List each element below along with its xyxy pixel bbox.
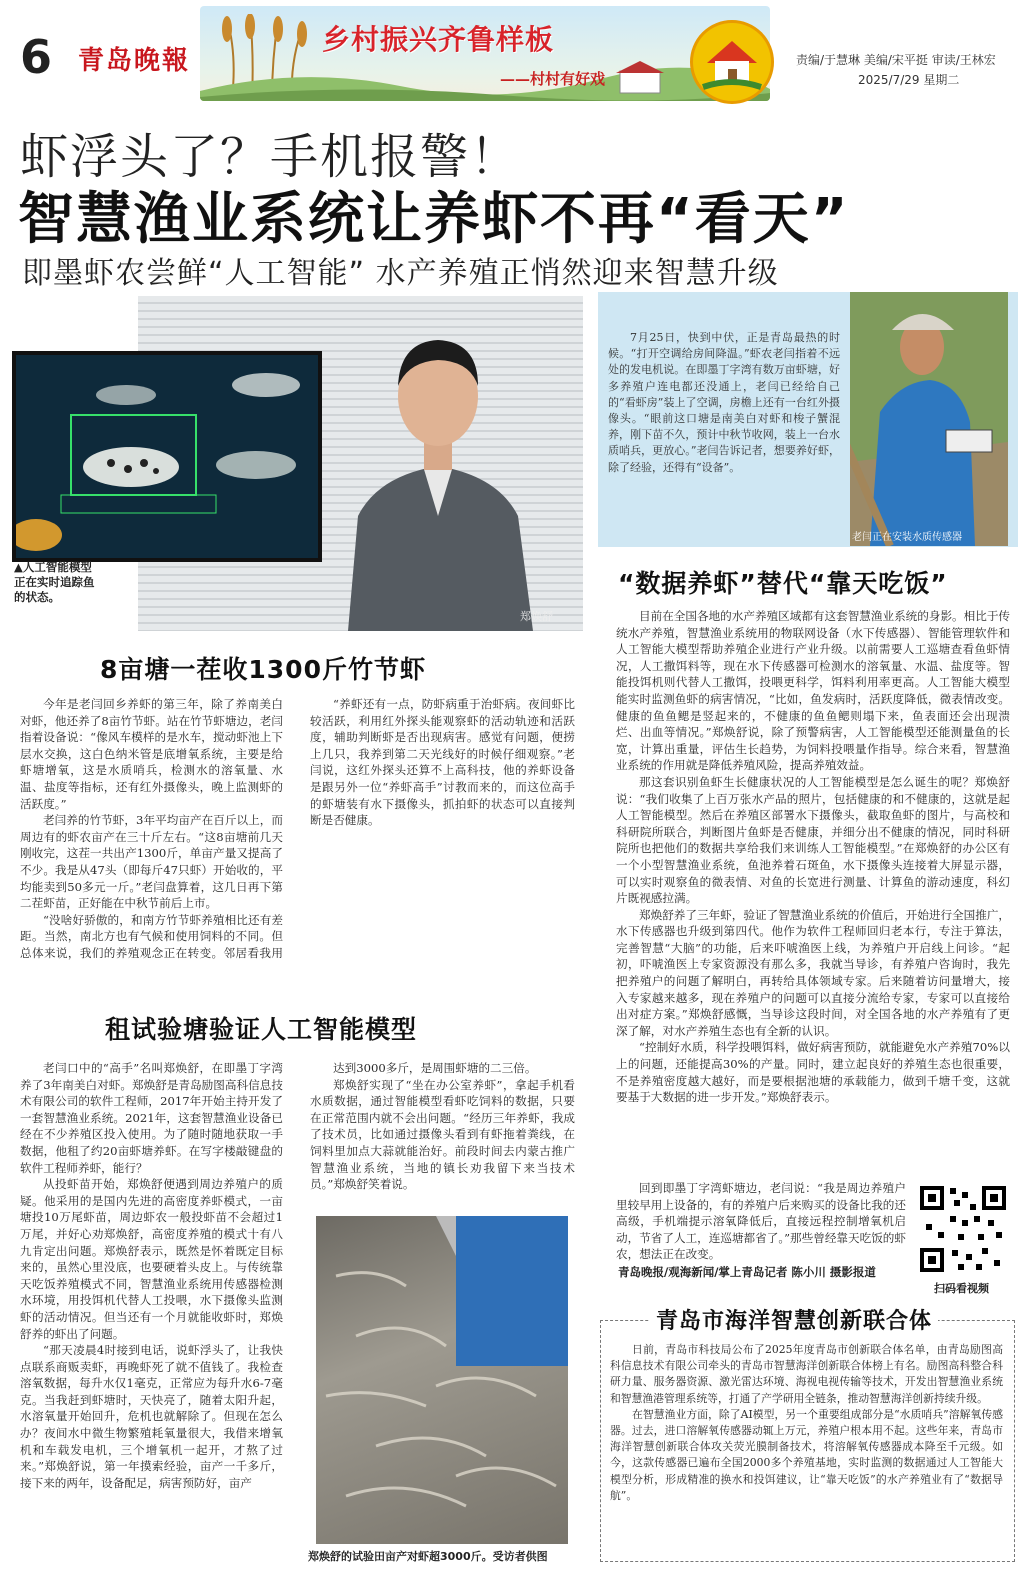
- masthead: [0, 0, 1024, 108]
- editor-credits: [796, 50, 996, 90]
- fish-tracking-screen: [12, 351, 322, 562]
- section1-para4: “养虾还有一点，防虾病重于治虾病。夜间虾比较活跃，利用红外探头能观察虾的活动轨迹和活跃度，辅助判断虾是否出现病害。感觉有问题，便捞上几只，我养到第二天光线好的时候仔细观察。”老闫说，这红外探头还算不上高科技，他的养虾设备是跟另外一位“养虾高手”讨教而来的，而这位高手的虾塘装有水下摄像头，抓拍虾的状态可以直接判断是否健康。: [310, 697, 575, 828]
- headline-subtitle: 即墨虾农尝鲜“人工智能” 水产养殖正悄然迎来智慧升级: [22, 256, 779, 291]
- section1-para1: 今年是老闫回乡养虾的第三年，除了养南美白对虾，他还养了8亩竹节虾。站在竹节虾塘边，老闫指着设备说：“像风车模样的是水车，搅动虾池上下层水交换，这白色纳米管是底增氧系统，主要是给虾塘增氧，这是水质哨兵，检测水的溶氧量、水温、盐度等指标，还有红外摄像头，晚上监测虾的活跃度。”: [20, 697, 283, 811]
- farmer-photo: [850, 292, 1008, 546]
- engineer-portrait: [338, 316, 538, 631]
- shrimp-photo: [316, 1216, 568, 1544]
- section3-para2: 那这套识别鱼虾生长健康状况的人工智能模型是怎么诞生的呢？郑焕舒说：“我们收集了上百万张水产品的照片，包括健康的和不健康的，这就是起人工智能模型。然后在养殖区部署水下摄像头，截取鱼虾的图片，与高校和科研院所联合，判断图片鱼虾是否健康，并细分出不健康的情况，同时科研院所也把他们的数据共享给我们来训练人工智能模型。”在郑焕舒的办公区有一个小型智慧渔业系统，鱼池养着石斑鱼，水下摄像头连接着大屏显示器，可以实时观察鱼的微表情、对鱼的长宽进行测量、计算鱼的游动速度，科幻片既视感拉满。: [616, 774, 1010, 906]
- qr-code[interactable]: [918, 1184, 1008, 1274]
- headline-main: 智慧渔业系统让养虾不再“看天”: [18, 187, 850, 252]
- photo-credit: 郑焕舒: [520, 610, 553, 623]
- sidebar-para2: 在智慧渔业方面，除了AI模型，另一个重要组成部分是“水质哨兵”溶解氧传感器。过去，进口溶解氧传感器动辄上万元，养殖户根本用不起。这些年来，青岛市海洋智慧创新联合体攻关荧光膜制备技术，将溶解氧传感器成本降至千元级。如今，这款传感器已遍布全国2000多个养殖基地，实时监测的数据通过人工智能大模型分析，形成精准的换水和投饵建议，让“靠天吃饭”的水产养殖业有了“数据导航”。: [610, 1407, 1003, 1502]
- section3-para5: 回到即墨丁字湾虾塘边，老闫说：“我是周边养殖户里较早用上设备的，有的养殖户后来购买的设备比我的还高级，手机端提示溶氧降低后，直接远程控制增氧机启动，节省了人工，连巡塘都省了。”那些曾经靠天吃饭的虾农，想法正在改变。: [616, 1181, 906, 1262]
- section1-para3: “没啥好骄傲的，和南方竹节虾养殖相比还有差距。当然，南北方也有气候和使用饲料的不同。但总体来说，我们的养殖观念正在转变。邻居看我用: [20, 912, 283, 960]
- section1-col1: [20, 696, 283, 962]
- intro-paragraph: 7月25日，快到中伏，正是青岛最热的时候。“打开空调给房间降温。”虾农老闫指着不远处的发电机说。在即墨丁字湾有数万亩虾塘，好多养殖户连电都还没通上，老闫已经给自己的“看虾房”装上了空调，房檐上还有一台红外摄像头。“眼前这口塘是南美白对虾和梭子蟹混养，刚下苗不久，预计中秋节收网，装上一台水质哨兵，更放心。”老闫告诉记者，想要养好虾，除了经验，还得有“设备”。: [608, 331, 840, 474]
- section1-title: 8亩塘一茬收1300斤竹节虾: [100, 655, 426, 684]
- section3-para3: 郑焕舒养了三年虾，验证了智慧渔业系统的价值后，开始进行全国推广，水下传感器也升级到第四代。他作为软件工程师回归老本行，专注于算法，完善智慧“大脑”的功能，后来吓唬渔医上线，为养殖户开启线上问诊。“起初，吓唬渔医上专家资源没有那么多，我就当导诊，有养殖户咨询时，我先把养殖户的问题了解明白，再转给具体领域专家。后来随着访问量增大，接入专家越来越多，现在养殖户的问题可以直接分流给专家，专家可以直接给出对症方案。”郑焕舒感慨，当导诊这段时间，对全国各地的水产养殖有了更深了解，对水产养殖生态也有全新的认识。: [616, 907, 1010, 1038]
- section2-para2: 从投虾苗开始，郑焕舒便遇到周边养殖户的质疑。他采用的是国内先进的高密度养虾模式，一亩塘投10万尾虾苗，周边虾农一般投虾苗不会超过1万尾，并好心劝郑焕舒，高密度养殖的模式十有八九肯定出问题。郑焕舒表示，既然是怀着既定目标来的，虽然心里没底，也要硬着头皮上。与传统靠天吃饭养殖模式不同，智慧渔业系统用传感器检测水环境，用投饵机代替人工投喂，水下摄像头监测虾的活动情况。但当还有一个月就能收虾时，郑焕舒养的虾出了问题。: [20, 1177, 283, 1341]
- office-photo-caption: ▲人工智能模型正在实时追踪鱼的状态。: [14, 560, 95, 604]
- banner-subtitle: ——村村有好戏: [500, 70, 606, 88]
- page-number: 6: [20, 30, 53, 84]
- issue-date: 2025/7/29 星期二: [858, 73, 960, 87]
- section2-para1: 老闫口中的“高手”名叫郑焕舒，在即墨丁字湾养了3年南美白对虾。郑焕舒是青岛励图高科信息技术有限公司的软件工程师，2017年开始主持开发了一套智慧渔业系统。2021年，这套智慧渔业设备已经在不少养殖区投入使用。为了随时随地获取一手数据，他租了约20亩虾塘养虾。在写字楼敲键盘的软件工程师养虾，能行？: [20, 1061, 283, 1175]
- farmer-photo-caption: 老闫正在安装水质传感器: [852, 532, 962, 543]
- section3-para4: “控制好水质，科学投喂饵料，做好病害预防，就能避免水产养殖70%以上的问题，还能提高30%的产量。同时，建立起良好的养殖生态也很重要，不是养殖密度越大越好，而是要根据池塘的承载能力，做到千塘千变，这就要基于大数据的进一步开发。”郑焕舒表示。: [616, 1040, 1010, 1105]
- village-illustration: [200, 61, 770, 101]
- shrimp-photo-caption: 郑焕舒的试验田亩产对虾超3000斤。受访者供图: [308, 1550, 548, 1563]
- section1-col2: [310, 696, 575, 989]
- byline: 青岛晚报/观海新闻/掌上青岛记者 陈小川 摄影报道: [618, 1265, 876, 1279]
- house-icon: [690, 20, 774, 104]
- section2-title: 租试验塘验证人工智能模型: [105, 1015, 418, 1044]
- section-banner: [200, 6, 770, 101]
- editors-line: 责编/于慧琳 美编/宋平挺 审读/王林宏: [796, 53, 996, 67]
- section3-para1: 目前在全国各地的水产养殖区域都有这套智慧渔业系统的身影。相比于传统水产养殖，智慧渔业系统用的物联网设备（水下传感器）、智能管理软件和人工智能大模型帮助养殖企业进行产业升级。以前需要人工巡塘查看鱼虾情况，人工撒饵料等，现在水下传感器可检测水的溶氧量、水温、盐度等。智能投饵机则代替人工撒饵，投喂更科学，饵料利用率更高。人工智能大模型能实时监测鱼虾的病害情况，“比如，鱼发病时，活跃度降低，微表情改变。健康的鱼鱼鳃是竖起来的，不健康的鱼鱼鳃则塌下来，鱼表面还会出现溃烂、出血等情况。”郑焕舒说，除了预警病害，人工智能模型还能测量鱼的长宽，计算出重量，评估生长趋势，为饲料投喂量作指导。综合来看，智慧渔业系统的作用就是降低养殖风险，提高养殖效益。: [616, 609, 1010, 773]
- section3-col: [616, 608, 1010, 1178]
- qr-label: 扫码看视频: [934, 1282, 989, 1295]
- sidebar-text: [610, 1342, 1003, 1556]
- paper-name: 青岛晚報: [78, 46, 191, 76]
- section2-para4: 达到3000多斤，是周围虾塘的二三倍。: [333, 1061, 537, 1075]
- section2-para3: “那天凌晨4时接到电话，说虾浮头了，让我快点联系商贩卖虾，再晚虾死了就不值钱了。我检查溶氧数据，每升水仅1毫克，正常应为每升水6-7毫克。当我赶到虾塘时，天快亮了，随着太阳升起，水溶氧量开始回升，危机也就解除了。但现在怎么办？夜间水中微生物繁殖耗氧量很大，我借来增氧机和车载发电机，三个增氧机一起开，才熬了过来。”郑焕舒说，第一年摸索经验，亩产一千多斤，接下来的两年，设备配足，病害预防好，亩产: [20, 1343, 283, 1490]
- headline-kicker: 虾浮头了？手机报警！: [20, 129, 521, 185]
- section2-col1: [20, 1060, 283, 1560]
- banner-title: 乡村振兴齐鲁样板: [322, 23, 555, 56]
- section2-col2: [310, 1060, 575, 1210]
- section1-para2: 老闫养的竹节虾，3年平均亩产在百斤以上，而周边有的虾农亩产在三十斤左右。“这8亩塘前几天刚收完，这茬一共出产1300斤，单亩产量又提高了不少。我是从47头（即每斤47只虾）开始收的，平均能卖到50多元一斤。”老闫盘算着，这几日再下第二茬虾苗，正好能在中秋节前后上市。: [20, 813, 283, 911]
- sidebar-para1: 日前，青岛市科技局公布了2025年度青岛市创新联合体名单，由青岛励图高科信息技术有限公司牵头的青岛市智慧海洋创新联合体榜上有名。励图高科整合科研力量、服务器资源、激光雷达环境、海视电视传输等技术，开发出智慧渔业系统和智慧渔港管理系统等，打通了产学研用全链条，推动智慧海洋创新持续升级。: [610, 1343, 1003, 1405]
- section3-title: “数据养虾”替代“靠天吃饭”: [618, 569, 948, 598]
- section3-col-end: [616, 1180, 906, 1264]
- sidebar-title: 青岛市海洋智慧创新联合体: [650, 1304, 938, 1335]
- section2-para5: 郑焕舒实现了“坐在办公室养虾”，拿起手机看水质数据，通过智能模型看虾吃饲料的数据，只要在正常范围内就不会出问题。“经历三年养虾，我成了技术员，比如通过摄像头看到有虾拖着粪线，在饲料里加点大蒜就能治好。前段时间去内蒙古推广智慧渔业系统，当地的镇长劝我留下来当技术员。”郑焕舒笑着说。: [310, 1077, 575, 1192]
